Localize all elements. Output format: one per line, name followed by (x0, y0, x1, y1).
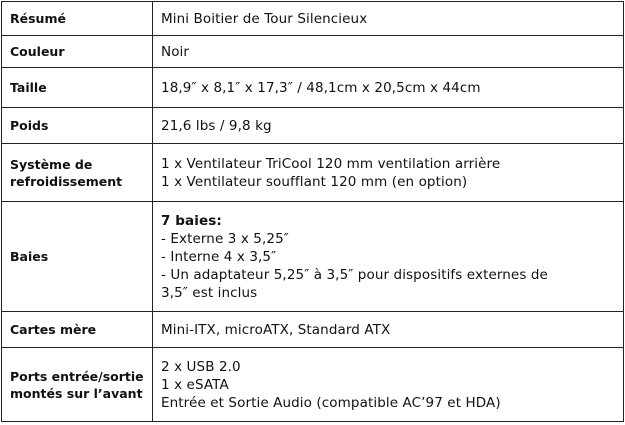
table-row-couleur (2, 36, 624, 68)
row-value-text: Entrée et Sortie Audio (compatible AC’97 et HDA) (161, 394, 501, 411)
row-label (2, 348, 153, 422)
row-label-text: Cartes mère (10, 322, 97, 337)
row-value-text: 1 x Ventilateur TriCool 120 mm ventilation arrière (161, 155, 501, 172)
row-label-text: Taille (10, 80, 47, 95)
row-label (2, 68, 153, 108)
row-value-text: - Externe 3 x 5,25″ (161, 230, 289, 247)
row-label-text: Poids (10, 118, 49, 133)
row-value (153, 348, 624, 422)
table-row-baies (2, 202, 624, 312)
row-value-text: Mini Boitier de Tour Silencieux (161, 10, 368, 27)
row-label (2, 202, 153, 312)
row-label (2, 2, 153, 36)
row-value-text: 2 x USB 2.0 (161, 358, 241, 375)
row-value (153, 36, 624, 68)
row-label (2, 312, 153, 348)
row-label (2, 144, 153, 202)
row-value (153, 2, 624, 36)
row-value (153, 202, 624, 312)
row-label (2, 108, 153, 144)
row-value (153, 108, 624, 144)
row-value-text: Mini-ITX, microATX, Standard ATX (161, 321, 391, 338)
row-value-heading: 7 baies: (161, 212, 222, 229)
spec-table (1, 1, 624, 422)
row-value (153, 68, 624, 108)
table-row-taille (2, 68, 624, 108)
row-value-text: Noir (161, 43, 190, 60)
row-value-text: 18,9″ x 8,1″ x 17,3″ / 48,1cm x 20,5cm x 44cm (161, 79, 481, 96)
table-row-poids (2, 108, 624, 144)
table-row-cartes-mere (2, 312, 624, 348)
row-label-text: Ports entrée/sortie (10, 368, 144, 384)
row-value-text: - Un adaptateur 5,25″ à 3,5″ pour dispositifs externes de (161, 266, 548, 283)
row-value-text: 21,6 lbs / 9,8 kg (161, 117, 272, 134)
row-value-text: - Interne 4 x 3,5″ (161, 248, 277, 265)
row-value (153, 144, 624, 202)
row-label (2, 36, 153, 68)
row-label-text: Baies (10, 249, 49, 264)
row-value-text: 3,5″ est inclus (161, 284, 258, 301)
row-value-text: 1 x Ventilateur soufflant 120 mm (en option) (161, 173, 468, 190)
row-label-text: refroidissement (10, 173, 123, 189)
row-value (153, 312, 624, 348)
row-value-text: 1 x eSATA (161, 376, 229, 393)
row-label-text: montés sur l’avant (10, 385, 143, 401)
row-label-text: Système de (10, 156, 93, 172)
row-label-text: Couleur (10, 44, 65, 59)
table-row-refroidissement (2, 144, 624, 202)
row-label-text: Résumé (10, 11, 66, 26)
table-row-ports (2, 348, 624, 422)
table-row-resume (2, 2, 624, 36)
